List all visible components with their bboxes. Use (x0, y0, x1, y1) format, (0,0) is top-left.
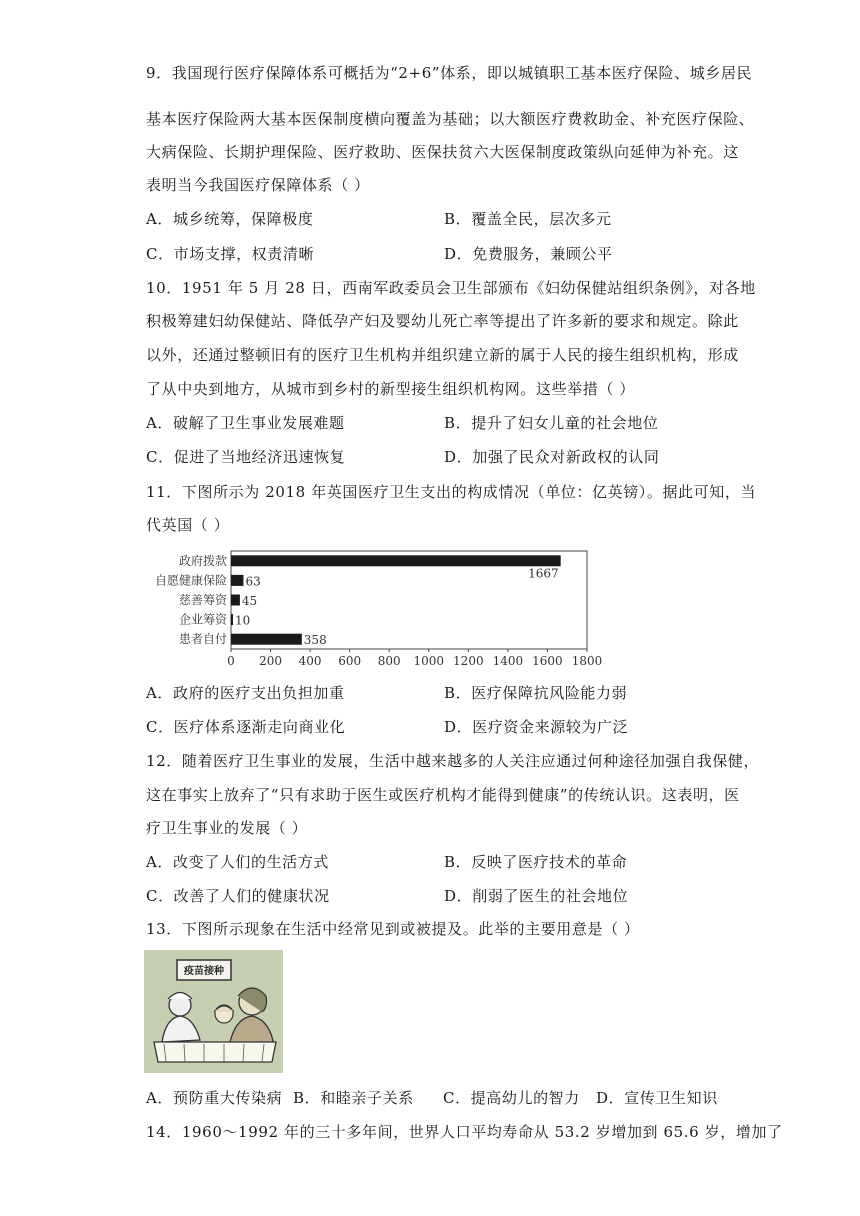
x-tick-label: 1000 (413, 654, 445, 668)
q14-line-1: 14．1960～1992 年的三十多年间，世界人口平均寿命从 53.2 岁增加到 65.6 岁，增加了 (146, 1123, 783, 1141)
q9-option-d: D．免费服务，兼顾公平 (444, 245, 613, 263)
q11-line-1: 11．下图所示为 2018 年英国医疗卫生支出的构成情况（单位：亿英镑）。据此可知，当 (146, 483, 757, 501)
q9-option-b: B．覆盖全民，层次多元 (444, 210, 612, 228)
q10-line-1: 10．1951 年 5 月 28 日，西南军政委员会卫生部颁布《妇幼保健站组织条例》，对各地 (146, 279, 756, 297)
q10-option-c: C．促进了当地经济迅速恢复 (146, 448, 346, 466)
x-tick-label: 600 (338, 654, 362, 668)
q10-option-a: A．破解了卫生事业发展难题 (146, 414, 345, 432)
value-label: 63 (245, 574, 261, 589)
x-tick-label: 200 (259, 654, 283, 668)
q10-line-2: 积极筹建妇幼保健站、降低孕产妇及婴幼儿死亡率等提出了许多新的要求和规定。除此 (146, 312, 739, 330)
q11-line-2: 代英国（ ） (146, 516, 230, 534)
q10-line-4: 了从中央到地方，从城市到乡村的新型接生组织机构网。这些举措（ ） (146, 380, 635, 398)
x-tick-label: 1600 (532, 654, 563, 668)
q9-line-3: 大病保险、长期护理保险、医疗救助、医保扶贫六大医保制度政策纵向延伸为补充。这 (146, 143, 739, 161)
category-label: 政府拨款 (178, 553, 227, 568)
q12-line-1: 12．随着医疗卫生事业的发展，生活中越来越多的人关注应通过何种途径加强自我保健， (146, 752, 760, 770)
q13-option-a: A．预防重大传染病 (146, 1089, 283, 1107)
category-label: 自愿健康保险 (154, 573, 227, 588)
value-label: 45 (241, 594, 258, 608)
q12-option-d: D．削弱了医生的社会地位 (444, 887, 629, 905)
health-spending-bar-chart (144, 547, 604, 669)
category-label: 患者自付 (178, 632, 227, 647)
bar (231, 634, 302, 645)
x-tick-label: 800 (377, 654, 401, 668)
q13-line-1: 13．下图所示现象在生活中经常见到或被提及。此举的主要用意是（ ） (146, 920, 640, 938)
value-label: 358 (303, 633, 327, 648)
q10-option-b: B．提升了妇女儿童的社会地位 (444, 414, 659, 432)
value-label: 10 (234, 613, 251, 628)
value-label: 1667 (528, 566, 559, 581)
category-label: 企业筹资 (178, 612, 227, 627)
vaccination-illustration (144, 950, 283, 1073)
q10-line-3: 以外，还通过整顿旧有的医疗卫生机构并组织建立新的属于人民的接生组织机构，形成 (146, 346, 739, 364)
bar (231, 555, 561, 566)
q13-option-c: C．提高幼儿的智力 (443, 1089, 580, 1107)
q13-option-b: B．和睦亲子关系 (293, 1089, 414, 1107)
q12-option-c: C．改善了人们的健康状况 (146, 887, 330, 905)
x-tick-label: 1400 (492, 654, 524, 668)
bar (231, 595, 240, 606)
x-tick-label: 400 (298, 654, 322, 668)
x-tick-label: 1200 (453, 654, 484, 668)
q12-option-b: B．反映了医疗技术的革命 (444, 853, 628, 871)
x-tick-label: 0 (227, 654, 235, 668)
q11-option-b: B．医疗保障抗风险能力弱 (444, 684, 628, 702)
q11-option-c: C．医疗体系逐渐走向商业化 (146, 718, 346, 736)
q9-line-4: 表明当今我国医疗保障体系（ ） (146, 176, 370, 194)
q9-line-2: 基本医疗保险两大基本医保制度横向覆盖为基础；以大额医疗费救助金、补充医疗保险、 (146, 110, 755, 128)
q12-line-2: 这在事实上放弃了“只有求助于医生或医疗机构才能得到健康”的传统认识。这表明，医 (146, 786, 740, 804)
q12-line-3: 疗卫生事业的发展（ ） (146, 819, 308, 837)
q10-option-d: D．加强了民众对新政权的认同 (444, 448, 660, 466)
sign-text: 疫苗接种 (184, 966, 224, 977)
table (154, 1042, 276, 1062)
q13-option-d: D．宣传卫生知识 (596, 1089, 718, 1107)
bar (231, 614, 233, 625)
q12-option-a: A．改变了人们的生活方式 (146, 853, 330, 871)
q11-option-a: A．政府的医疗支出负担加重 (146, 684, 345, 702)
q9-option-a: A．城乡统筹，保障极度 (146, 210, 314, 228)
bar (231, 575, 243, 586)
q9-line-1: 9．我国现行医疗保障体系可概括为“2+6”体系，即以城镇职工基本医疗保险、城乡居民 (146, 64, 753, 82)
q9-option-c: C．市场支撑，权责清晰 (146, 245, 315, 263)
x-tick-label: 1800 (571, 654, 603, 668)
q11-option-d: D．医疗资金来源较为广泛 (444, 718, 629, 736)
category-label: 慈善筹资 (178, 593, 227, 607)
